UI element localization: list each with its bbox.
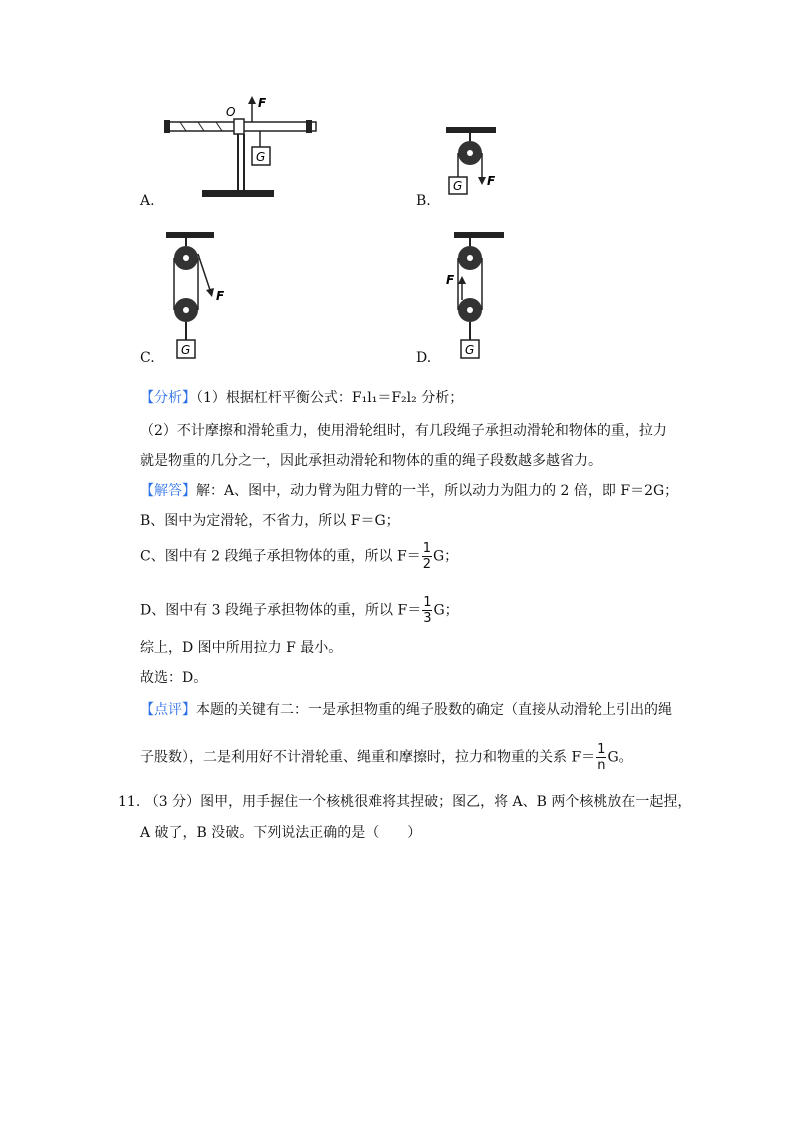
option-b-label: B.: [416, 193, 431, 209]
fraction-one-over-n: $\frac{1}{n}$: [597, 742, 606, 773]
pivot-label: O: [226, 105, 236, 119]
solution-line-5: 综上，D 图中所用拉力 F 最小。: [140, 640, 343, 656]
figure-c-pulley-system: [160, 230, 240, 365]
weight-label-d: G: [465, 343, 475, 357]
option-c-label: C.: [140, 350, 155, 366]
comment-line-2: 子股数），二是利用好不计滑轮重、绳重和摩擦时，拉力和物重的关系 F＝ $\frac{1}{n}$ G。: [140, 742, 633, 773]
weight-label-a: G: [256, 150, 266, 164]
question-11-line-2: A 破了，B 没破。下列说法正确的是（ ）: [140, 825, 422, 841]
question-11-line-1: 11. （3 分）图甲，用手握住一个核桃很难将其捏破；图乙，将 A、B 两个核桃放在一起捏，: [118, 794, 692, 810]
force-label-b: F: [487, 174, 496, 188]
question-number: 11.: [118, 794, 141, 810]
figure-b-fixed-pulley: [440, 125, 500, 200]
force-label-d: F: [446, 273, 455, 287]
analysis-tag: 【分析】: [140, 390, 196, 406]
option-a-label: A.: [140, 193, 155, 209]
weight-label-c: G: [181, 343, 191, 357]
analysis-line-3: 就是物重的几分之一，因此承担动滑轮和物体的重的绳子段数越多越省力。: [140, 453, 602, 469]
solution-line-1: 【解答】解：A、图中，动力臂为阻力臂的一半，所以动力为阻力的 2 倍，即 F＝2G；: [140, 483, 679, 499]
figure-a-lever: [160, 92, 320, 202]
option-d-label: D.: [416, 350, 432, 366]
fraction-one-half: $\frac{1}{2}$: [422, 541, 431, 572]
force-label-c: F: [216, 289, 225, 303]
weight-label-b: G: [453, 179, 463, 193]
solution-tag: 【解答】: [140, 483, 196, 499]
solution-line-6: 故选：D。: [140, 670, 208, 686]
fraction-one-third: $\frac{1}{3}$: [423, 595, 432, 626]
analysis-line-1: 【分析】（1）根据杠杆平衡公式：F₁l₁＝F₂l₂ 分析；: [140, 390, 464, 406]
comment-line-1: 【点评】本题的关键有二：一是承担物重的绳子股数的确定（直接从动滑轮上引出的绳: [140, 702, 672, 718]
solution-line-2: B、图中为定滑轮，不省力，所以 F＝G；: [140, 513, 400, 529]
analysis-line-2: （2）不计摩擦和滑轮重力，使用滑轮组时，有几段绳子承担动滑轮和物体的重，拉力: [140, 423, 667, 439]
force-label-a: F: [258, 96, 267, 110]
solution-line-3: C、图中有 2 段绳子承担物体的重，所以 F＝ $\frac{1}{2}$ G；: [140, 541, 459, 572]
figure-d-pulley-system: [440, 230, 520, 365]
comment-tag: 【点评】: [140, 702, 196, 718]
solution-line-4: D、图中有 3 段绳子承担物体的重，所以 F＝ $\frac{1}{3}$ G；: [140, 595, 459, 626]
